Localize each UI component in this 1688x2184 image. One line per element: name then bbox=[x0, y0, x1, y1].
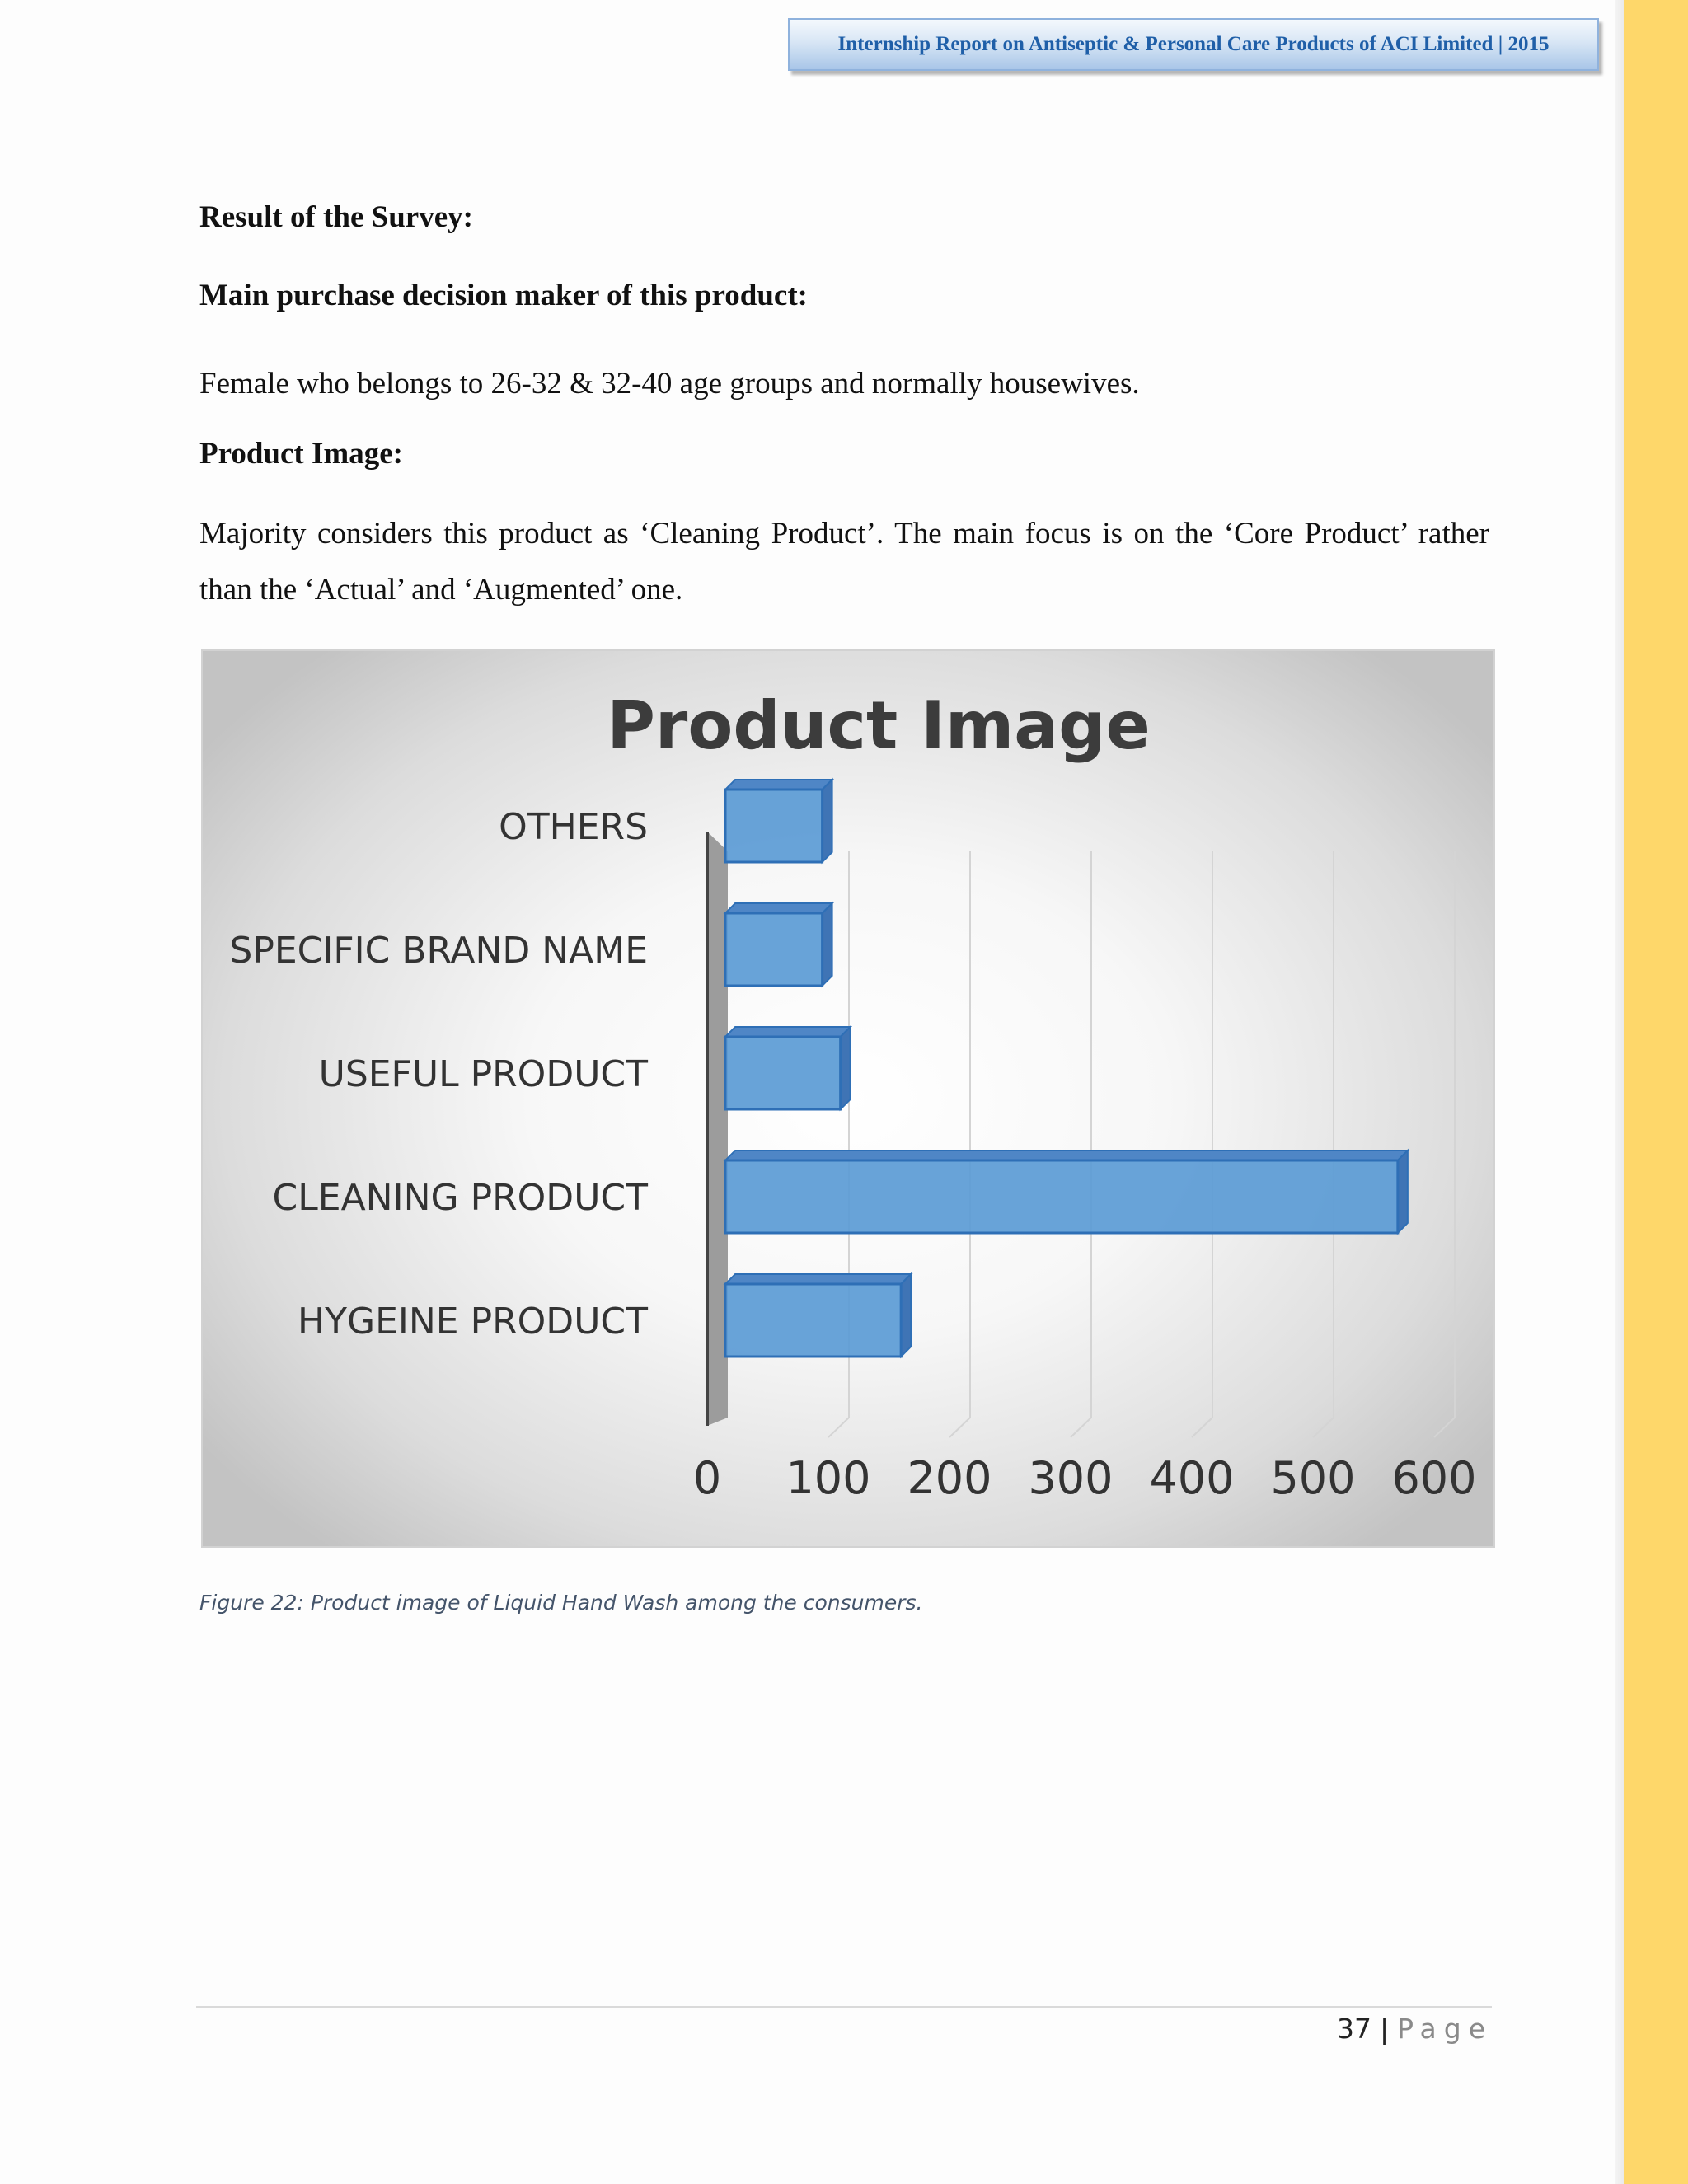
bar bbox=[725, 913, 823, 986]
x-tick-label: 0 bbox=[692, 1452, 722, 1504]
bar-side bbox=[1398, 1151, 1408, 1233]
x-tick-label: 200 bbox=[907, 1452, 992, 1504]
page-footer bbox=[1337, 2013, 1493, 2045]
product-image-text: Majority considers this product as ‘Cleaning Product’. The main focus is on the ‘Core Product’ rather than the ‘Actual’ and ‘Augmented’ one. bbox=[199, 517, 1489, 607]
heading-result: Result of the Survey: bbox=[199, 200, 473, 234]
bar bbox=[725, 1160, 1398, 1233]
figure-caption: Figure 22: Product image of Liquid Hand Wash among the consumers. bbox=[199, 1591, 923, 1615]
bar bbox=[725, 1284, 901, 1357]
bar-side bbox=[841, 1027, 851, 1109]
gridline-floor bbox=[1192, 1418, 1212, 1437]
category-label: SPECIFIC BRAND NAME bbox=[229, 930, 648, 972]
bar-top bbox=[725, 903, 832, 913]
decision-text: Female who belongs to 26-32 & 32-40 age groups and normally housewives. bbox=[199, 367, 1140, 401]
footer-divider bbox=[196, 2006, 1492, 2008]
category-label: USEFUL PRODUCT bbox=[318, 1053, 648, 1095]
category-label: CLEANING PRODUCT bbox=[272, 1177, 648, 1219]
x-tick-label: 500 bbox=[1270, 1452, 1356, 1504]
gridline-floor bbox=[828, 1418, 849, 1437]
x-tick-label: 600 bbox=[1391, 1452, 1477, 1504]
page-label: Page bbox=[1397, 2013, 1493, 2045]
chart-frame bbox=[201, 649, 1495, 1548]
x-tick-label: 300 bbox=[1028, 1452, 1114, 1504]
bar-side bbox=[901, 1274, 911, 1357]
product-image-chart bbox=[203, 651, 1493, 1546]
side-shadow bbox=[1615, 0, 1624, 2184]
bar-top bbox=[725, 1274, 911, 1284]
gridline-floor bbox=[950, 1418, 970, 1437]
bar-top bbox=[725, 1027, 851, 1037]
heading-product-image: Product Image: bbox=[199, 437, 403, 471]
bar-top bbox=[725, 780, 832, 790]
bar-side bbox=[823, 780, 832, 862]
bar-side bbox=[823, 903, 832, 986]
header-box bbox=[788, 18, 1599, 71]
bar bbox=[725, 1037, 841, 1109]
page-number: 37 bbox=[1337, 2013, 1372, 2045]
gridline-floor bbox=[1434, 1418, 1455, 1437]
x-tick-label: 400 bbox=[1149, 1452, 1235, 1504]
heading-decision-maker: Main purchase decision maker of this product: bbox=[199, 279, 808, 312]
page-separator: | bbox=[1380, 2013, 1390, 2045]
chart-title: Product Image bbox=[607, 687, 1151, 764]
bar-top bbox=[725, 1151, 1408, 1160]
side-band bbox=[1624, 0, 1688, 2184]
x-tick-label: 100 bbox=[785, 1452, 871, 1504]
category-label: HYGEINE PRODUCT bbox=[298, 1301, 648, 1343]
header-title: Internship Report on Antiseptic & Personal Care Products of ACI Limited | 2015 bbox=[837, 33, 1550, 55]
category-label: OTHERS bbox=[499, 806, 648, 848]
gridline-floor bbox=[1071, 1418, 1091, 1437]
gridline-floor bbox=[1313, 1418, 1334, 1437]
bar bbox=[725, 790, 823, 862]
